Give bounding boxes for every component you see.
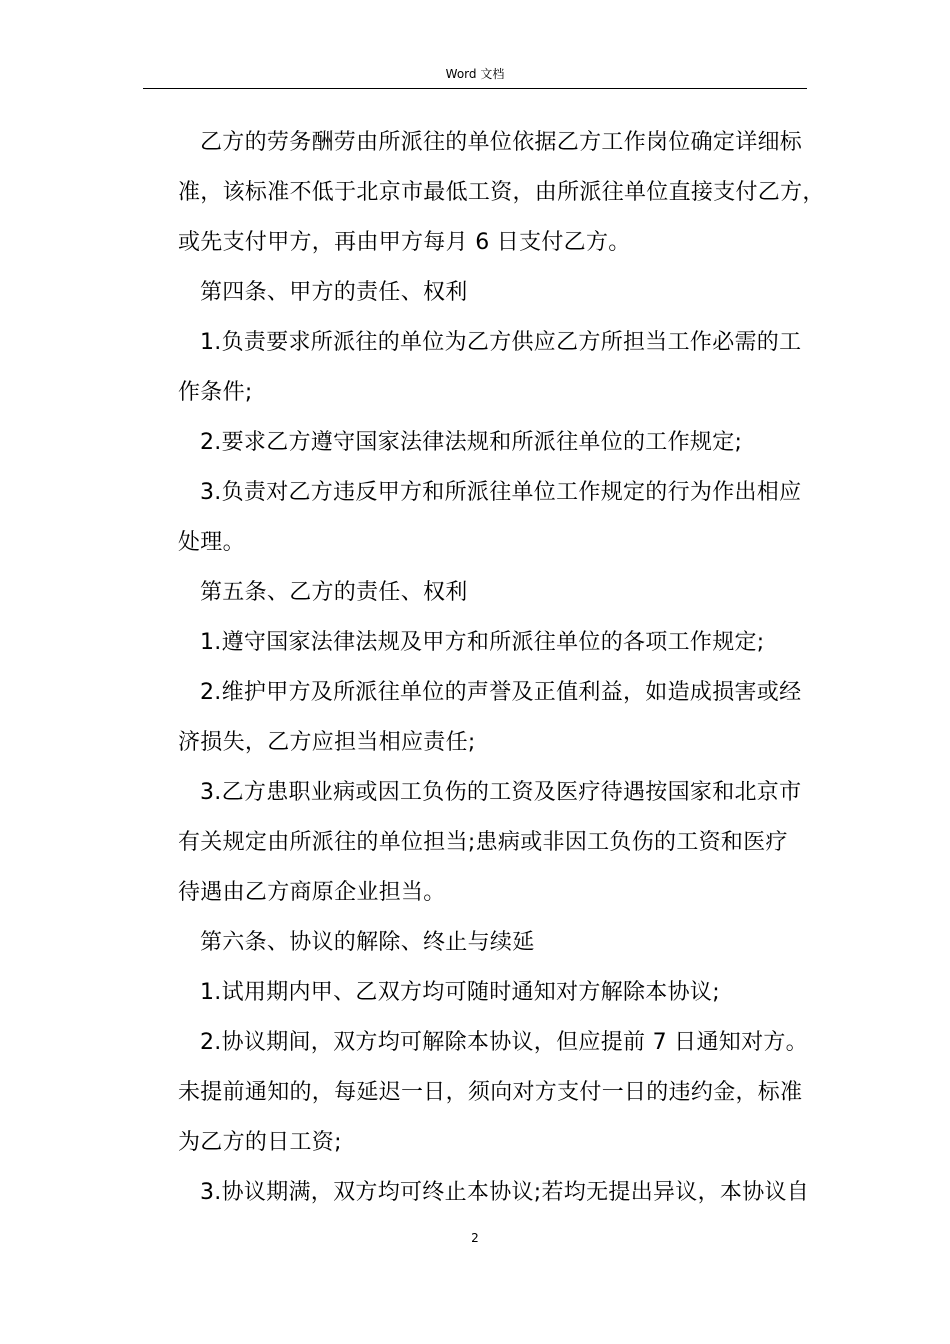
paragraph-line: 3.负责对乙方违反甲方和所派往单位工作规定的行为作出相应 xyxy=(200,480,802,505)
paragraph-line: 或先支付甲方，再由甲方每月 6 日支付乙方。 xyxy=(178,230,631,255)
paragraph-line: 2.维护甲方及所派往单位的声誉及正值利益，如造成损害或经 xyxy=(200,680,802,705)
paragraph-line: 为乙方的日工资; xyxy=(178,1130,342,1155)
section-heading: 第四条、甲方的责任、权利 xyxy=(200,280,468,305)
paragraph-line: 乙方的劳务酬劳由所派往的单位依据乙方工作岗位确定详细标 xyxy=(200,130,803,155)
page-header xyxy=(143,66,807,89)
paragraph-line: 3.协议期满，双方均可终止本协议;若均无提出异议，本协议自 xyxy=(200,1180,810,1205)
paragraph-line: 1.试用期内甲、乙双方均可随时通知对方解除本协议; xyxy=(200,980,720,1005)
section-heading: 第五条、乙方的责任、权利 xyxy=(200,580,468,605)
paragraph-line: 作条件; xyxy=(178,380,253,405)
page-footer xyxy=(0,1230,950,1246)
paragraph-line: 1.负责要求所派往的单位为乙方供应乙方所担当工作必需的工 xyxy=(200,330,802,355)
paragraph-line: 准，该标准不低于北京市最低工资，由所派往单位直接支付乙方， xyxy=(178,180,825,205)
header-title: Word 文档 xyxy=(445,67,505,81)
section-heading: 第六条、协议的解除、终止与续延 xyxy=(200,930,535,955)
paragraph-line: 2.协议期间，双方均可解除本协议，但应提前 7 日通知对方。 xyxy=(200,1030,808,1055)
page-number: 2 xyxy=(471,1231,479,1245)
paragraph-line: 有关规定由所派往的单位担当;患病或非因工负伤的工资和医疗 xyxy=(178,830,788,855)
paragraph-line: 待遇由乙方商原企业担当。 xyxy=(178,880,446,905)
paragraph-line: 1.遵守国家法律法规及甲方和所派往单位的各项工作规定; xyxy=(200,630,765,655)
paragraph-line: 济损失，乙方应担当相应责任; xyxy=(178,730,476,755)
paragraph-line: 2.要求乙方遵守国家法律法规和所派往单位的工作规定; xyxy=(200,430,743,455)
paragraph-line: 未提前通知的，每延迟一日，须向对方支付一日的违约金，标准 xyxy=(178,1080,803,1105)
paragraph-line: 处理。 xyxy=(178,530,245,555)
paragraph-line: 3.乙方患职业病或因工负伤的工资及医疗待遇按国家和北京市 xyxy=(200,780,802,805)
